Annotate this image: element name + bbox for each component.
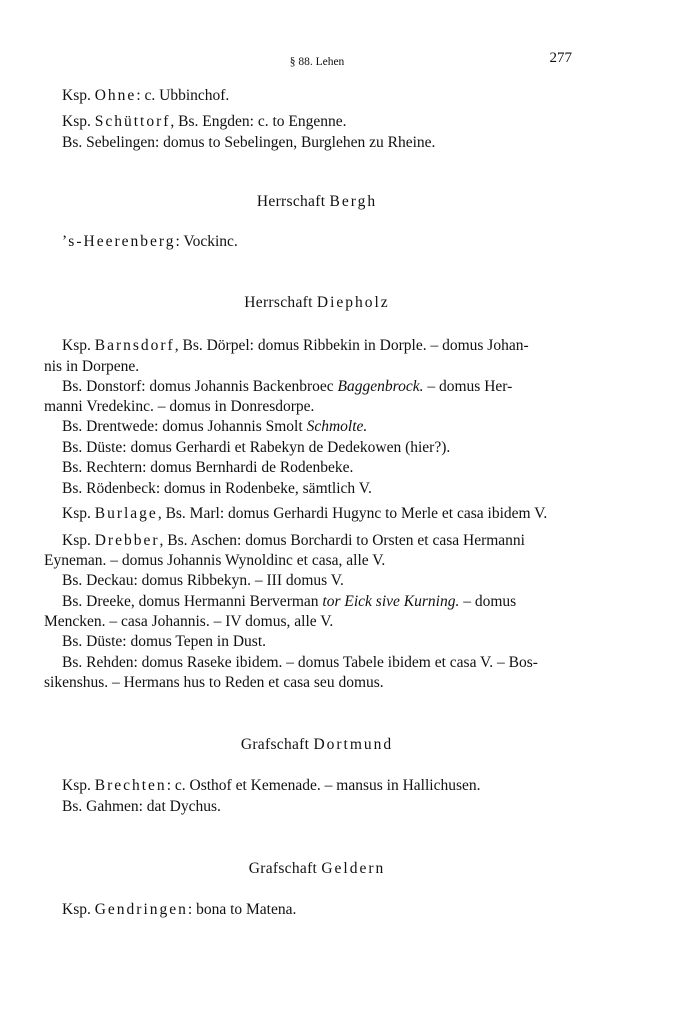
entry-gendringen: Ksp. Gendringen: bona to Matena. [62, 901, 297, 918]
page-number: 277 [549, 50, 572, 66]
entry-barnsdorf: Ksp. Barnsdorf, Bs. Dörpel: domus Ribbekin in Dorple. – domus Johan- [62, 337, 529, 354]
parish-name: Gendringen [94, 901, 188, 918]
parish-name: Ohne [94, 87, 137, 104]
entry-drebber-cont: Eyneman. – domus Johannis Wynoldinc et casa, alle V. [44, 552, 386, 569]
entry-burlage: Ksp. Burlage, Bs. Marl: domus Gerhardi Hugync to Merle et casa ibidem V. [62, 505, 548, 522]
entry-barnsdorf-cont: nis in Dorpene. [44, 358, 140, 375]
section-heading: Herrschaft Bergh [256, 193, 378, 210]
section-heading: Grafschaft Dortmund [240, 736, 394, 753]
parish-name: Barnsdorf [94, 337, 175, 354]
running-head: § 88. Lehen [289, 56, 345, 68]
parish-name: Drebber [94, 532, 160, 549]
entry-drebber: Ksp. Drebber, Bs. Aschen: domus Borchardi to Orsten et casa Hermanni [62, 532, 525, 549]
entry-rehden-cont: sikenshus. – Hermans hus to Reden et casa seu domus. [44, 674, 384, 691]
entry-deckau: Bs. Deckau: domus Ribbekyn. – III domus V. Bs. Dreeke, domus Hermanni Berverman tor Eick sive Kurning. – domus [62, 572, 517, 610]
page-header [62, 48, 572, 68]
entry-donstorf: Bs. Donstorf: domus Johannis Backenbroec Baggenbrock. – domus Her- [62, 378, 513, 395]
entry-drentwede: Bs. Drentwede: domus Johannis Smolt Schmolte. Bs. Düste: domus Gerhardi et Rabekyn de Dedekowen (hier?). Bs. Rechtern: domus Bernhardi de Rodenbeke. Bs. Rödenbeck: domus in Rodenbeke, sämtlich V. [62, 418, 451, 497]
parish-name: Schüttorf [94, 113, 171, 130]
entry-dreeke-cont: Mencken. – casa Johannis. – IV domus, alle V. [44, 613, 334, 630]
entry-ohne: Ksp. Ohne: c. Ubbinchof. [62, 87, 230, 104]
place-name: ’s-Heerenberg [62, 233, 176, 250]
parish-name: Brechten [94, 777, 167, 794]
entry-donstorf-cont: manni Vredekinc. – domus in Donresdorpe. [44, 398, 315, 415]
parish-name: Burlage [94, 505, 158, 522]
entry-heerenberg: ’s-Heerenberg: Vockinc. [62, 233, 238, 250]
section-heading: Herrschaft Diepholz [244, 294, 390, 311]
entry-brechten: Ksp. Brechten: c. Osthof et Kemenade. – mansus in Hallichusen. Bs. Gahmen: dat Dychus. [62, 777, 481, 815]
entry-dueste: Bs. Düste: domus Tepen in Dust. Bs. Rehden: domus Raseke ibidem. – domus Tabele ibidem et casa V. – Bos- [62, 633, 538, 671]
section-heading: Grafschaft Geldern [248, 860, 386, 877]
entry-schuettorf: Ksp. Schüttorf, Bs. Engden: c. to Engenne. Bs. Sebelingen: domus to Sebelingen, Burglehen zu Rheine. [62, 113, 436, 151]
